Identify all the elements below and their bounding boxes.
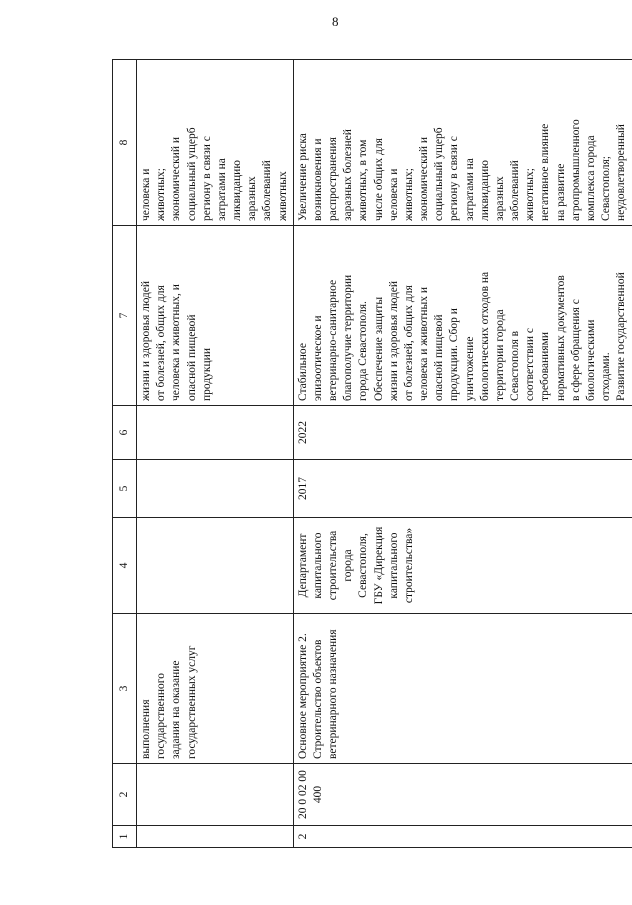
header-cell: 4 (113, 518, 137, 614)
header-cell: 8 (113, 60, 137, 226)
header-cell: 2 (113, 764, 137, 826)
header-cell: 3 (113, 614, 137, 764)
cell-number: 2 (293, 826, 632, 848)
cell-executor (137, 518, 294, 614)
cell-expected-result: жизни и здоровья людей от болезней, общих для человека и животных, и опасной пищевой продукции (137, 226, 294, 406)
cell-start-year (137, 460, 294, 518)
header-cell: 5 (113, 460, 137, 518)
cell-number (137, 826, 294, 848)
header-cell: 1 (113, 826, 137, 848)
cell-executor: Департамент капитального строительства города Севастополя, ГБУ «Дирекция капитального строительства» (293, 518, 632, 614)
program-measures-table (112, 59, 632, 848)
cell-expected-result: Стабильное эпизоотическое и ветеринарно-санитарное благополучие территории города Севастополя. Обеспечение защиты жизни и здоровья людей от болезней, общих для человека и животных и опасной пищевой продукции. Сбор и уничтожение биологических отходов на территории города Севастополя в соответствии с требованиями нормативных документов в сфере обращения с биологическими отходами. Развитие государственной (293, 226, 632, 406)
cell-measure: Основное мероприятие 2. Строительство объектов ветеринарного назначения (293, 614, 632, 764)
table-row (293, 60, 632, 848)
rotated-table-container (112, 60, 628, 848)
header-cell: 6 (113, 406, 137, 460)
cell-consequences: Увеличение риска возникновения и распространения заразных болезней животных, в том числе общих для человека и животных; экономический и социальный ущерб региону в связи с затратами на ликвидацию заразных заболеваний животных; негативное влияние на развитие агропромышленного комплекса города Севастополя; неудовлетворенный (293, 60, 632, 226)
cell-end-year (137, 406, 294, 460)
cell-code (137, 764, 294, 826)
cell-measure: выполнения государственного задания на оказание государственных услуг (137, 614, 294, 764)
cell-consequences: человека и животных; экономический и социальный ущерб региону в связи с затратами на ликвидацию заразных заболеваний животных (137, 60, 294, 226)
cell-end-year: 2022 (293, 406, 632, 460)
page-number: 8 (332, 14, 339, 29)
header-cell: 7 (113, 226, 137, 406)
table-row (137, 60, 294, 848)
table-header-row (113, 60, 137, 848)
cell-start-year: 2017 (293, 460, 632, 518)
cell-code: 20 0 02 00 400 (293, 764, 632, 826)
